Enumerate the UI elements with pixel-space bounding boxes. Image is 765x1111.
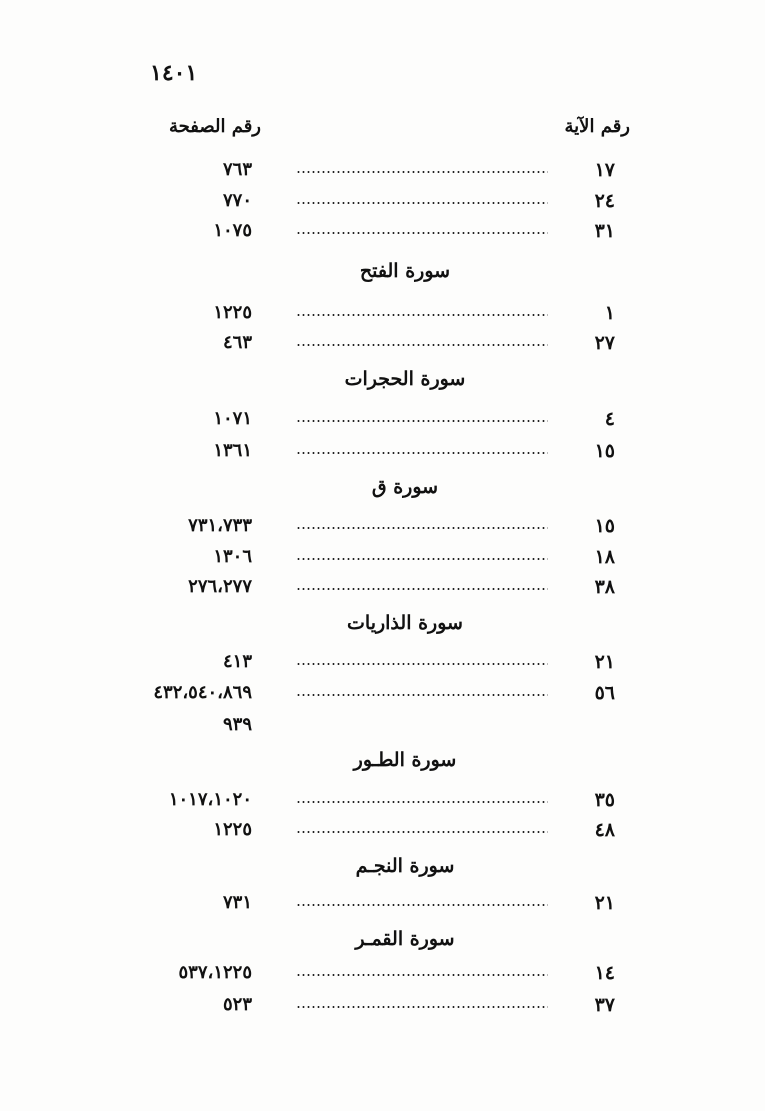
ayah-number: ١٤ xyxy=(594,962,615,984)
ayah-number: ٣٧ xyxy=(594,994,615,1016)
dot-leader xyxy=(296,232,548,234)
ayah-number: ٢١ xyxy=(594,892,615,914)
index-row xyxy=(0,186,765,216)
index-row xyxy=(0,298,765,328)
ayah-number-column-header: رقم الآية xyxy=(564,116,630,137)
index-row xyxy=(0,958,765,988)
page-references: ٧٣١ xyxy=(222,892,252,913)
surah-title: سورة الطـور xyxy=(353,749,457,771)
index-row xyxy=(0,436,765,466)
dot-leader xyxy=(296,663,548,665)
ayah-number: ٤ xyxy=(604,408,615,430)
page-references: ١٢٢٥ xyxy=(213,819,252,840)
dot-leader xyxy=(296,420,548,422)
index-row xyxy=(0,815,765,845)
dot-leader xyxy=(296,344,548,346)
index-row xyxy=(0,990,765,1020)
ayah-number: ١٥ xyxy=(594,515,615,537)
ayah-number: ٣٥ xyxy=(594,789,615,811)
index-row xyxy=(0,647,765,677)
page-references: ٥٢٣ xyxy=(222,994,252,1015)
index-row xyxy=(0,155,765,185)
page-number: ١٤٠١ xyxy=(150,60,198,86)
surah-title: سورة الذاريات xyxy=(347,612,463,634)
page-references: ١٣٦١ xyxy=(213,440,252,461)
dot-leader xyxy=(296,1006,548,1008)
index-row-continuation xyxy=(0,710,765,740)
dot-leader xyxy=(296,527,548,529)
page-references: ١٠٧٥ xyxy=(213,220,252,241)
page-references: ٧٦٣ xyxy=(222,159,252,180)
surah-title: سورة ق xyxy=(371,476,439,498)
page-references: ١٠١٧،١٠٢٠ xyxy=(168,789,252,810)
ayah-number: ٣١ xyxy=(594,220,615,242)
dot-leader xyxy=(296,904,548,906)
page-references-continuation: ٩٣٩ xyxy=(222,714,252,735)
index-row xyxy=(0,542,765,572)
dot-leader xyxy=(296,974,548,976)
page-references: ٧٧٠ xyxy=(222,190,252,211)
ayah-number: ٢٧ xyxy=(594,332,615,354)
ayah-number: ١ xyxy=(604,302,615,324)
dot-leader xyxy=(296,588,548,590)
index-row xyxy=(0,511,765,541)
ayah-number: ١٧ xyxy=(594,159,615,181)
index-row xyxy=(0,572,765,602)
index-row xyxy=(0,328,765,358)
surah-title: سورة القمـر xyxy=(355,928,455,950)
page-references: ٤١٣ xyxy=(222,651,252,672)
surah-title: سورة النجـم xyxy=(355,855,455,877)
ayah-number: ١٨ xyxy=(594,546,615,568)
page-references: ٢٧٦،٢٧٧ xyxy=(188,576,252,597)
page-references: ١٣٠٦ xyxy=(213,546,252,567)
dot-leader xyxy=(296,202,548,204)
ayah-number: ٢٤ xyxy=(594,190,615,212)
page-references: ٤٦٣ xyxy=(222,332,252,353)
ayah-number: ١٥ xyxy=(594,440,615,462)
ayah-number: ٣٨ xyxy=(594,576,615,598)
page-references: ١٢٢٥ xyxy=(213,302,252,323)
page-references: ٤٣٢،٥٤٠،٨٦٩ xyxy=(153,682,252,703)
surah-title: سورة الفتح xyxy=(359,260,451,282)
page-references: ١٠٧١ xyxy=(213,408,252,429)
dot-leader xyxy=(296,452,548,454)
ayah-number: ٤٨ xyxy=(594,819,615,841)
index-row xyxy=(0,678,765,708)
page-number-column-header: رقم الصفحة xyxy=(168,116,261,137)
ayah-number: ٢١ xyxy=(594,651,615,673)
dot-leader xyxy=(296,801,548,803)
page-references: ٥٣٧،١٢٢٥ xyxy=(178,962,252,983)
dot-leader xyxy=(296,831,548,833)
ayah-number: ٥٦ xyxy=(594,682,615,704)
index-row xyxy=(0,404,765,434)
dot-leader xyxy=(296,558,548,560)
page-references: ٧٣١،٧٣٣ xyxy=(188,515,252,536)
index-row xyxy=(0,888,765,918)
index-row xyxy=(0,785,765,815)
dot-leader xyxy=(296,314,548,316)
surah-title: سورة الحجرات xyxy=(344,368,466,390)
dot-leader xyxy=(296,694,548,696)
index-row xyxy=(0,216,765,246)
dot-leader xyxy=(296,171,548,173)
